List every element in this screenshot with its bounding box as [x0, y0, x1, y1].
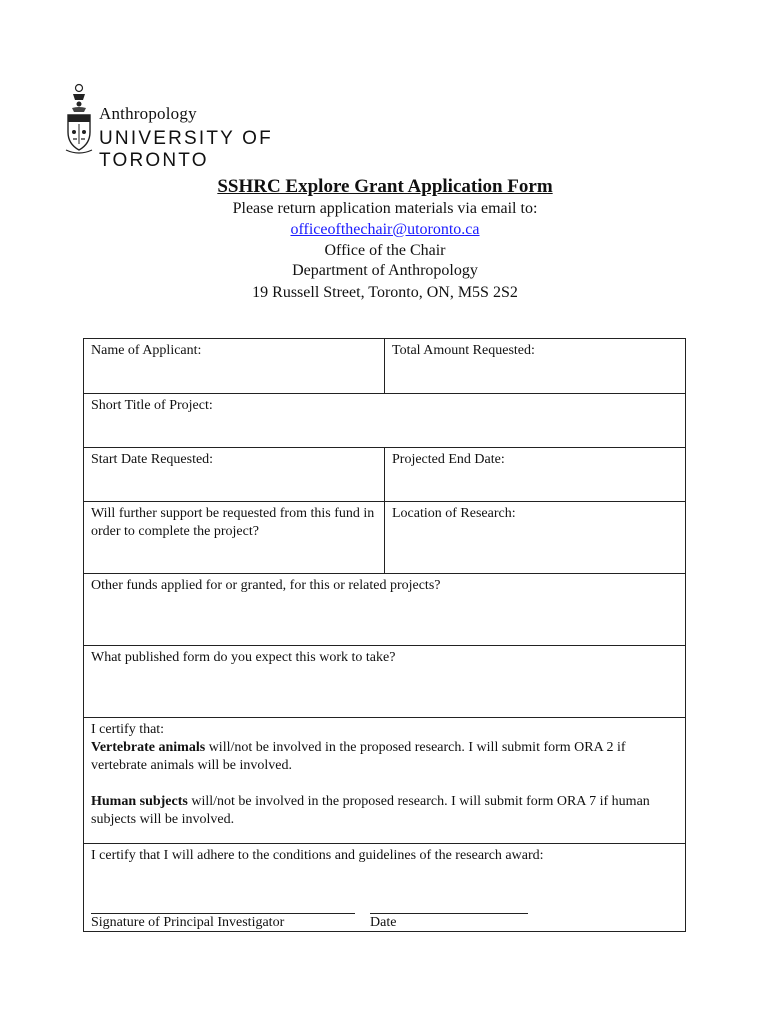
chair-email-link[interactable]: officeofthechair@utoronto.ca [290, 221, 480, 238]
date-line[interactable] [370, 913, 528, 914]
location-label: Location of Research: [392, 506, 516, 521]
row-applicant [84, 339, 685, 394]
start-date-field[interactable] [84, 448, 385, 501]
university-logo [64, 82, 384, 171]
row-support-location [84, 502, 685, 574]
applicant-name-field[interactable] [84, 339, 385, 393]
end-date-label: Projected End Date: [392, 452, 505, 467]
row-dates [84, 448, 685, 502]
vertebrate-text: will/not be involved in the proposed research. I will submit form ORA 2 if vertebrate animals will be involved. [91, 740, 626, 773]
signature-label: Signature of Principal Investigator [91, 915, 285, 930]
row-other-funds [84, 574, 685, 646]
return-instruction: Please return application materials via email to: [232, 200, 538, 217]
vertebrate-bold: Vertebrate animals [91, 740, 206, 755]
other-funds-label: Other funds applied for or granted, for this or related projects? [91, 578, 441, 593]
date-label: Date [370, 915, 397, 930]
applicant-name-label: Name of Applicant: [91, 343, 202, 358]
published-form-field[interactable] [84, 646, 685, 717]
vertebrate-statement [91, 739, 678, 775]
university-name: UNIVERSITY OF TORONTO [99, 128, 273, 171]
short-title-label: Short Title of Project: [91, 398, 213, 413]
row-short-title [84, 394, 685, 448]
row-published-form [84, 646, 685, 718]
location-field[interactable] [385, 502, 685, 573]
total-amount-field[interactable] [385, 339, 685, 393]
department-name: Anthropology [99, 104, 197, 123]
human-bold: Human subjects [91, 794, 188, 809]
total-amount-label: Total Amount Requested: [392, 343, 535, 358]
start-date-label: Start Date Requested: [91, 452, 214, 467]
signature-line[interactable] [91, 913, 355, 914]
human-text: will/not be involved in the proposed research. I will submit form ORA 7 if human subjects will be involved. [91, 794, 650, 827]
published-form-label: What published form do you expect this work to take? [91, 650, 396, 665]
address-line: 19 Russell Street, Toronto, ON, M5S 2S2 [252, 284, 518, 301]
department-line: Department of Anthropology [292, 262, 478, 279]
office-name: Office of the Chair [324, 242, 446, 259]
further-support-field[interactable] [84, 502, 385, 573]
certify-intro: I certify that: [91, 722, 165, 737]
other-funds-field[interactable] [84, 574, 685, 645]
human-statement [91, 793, 678, 829]
university-crest-icon [64, 82, 94, 156]
further-support-label: Will further support be requested from this fund in order to complete the project? [91, 506, 375, 539]
end-date-field[interactable] [385, 448, 685, 501]
form-title: SSHRC Explore Grant Application Form [217, 176, 553, 197]
application-form-table [83, 338, 686, 932]
row-certify [84, 718, 685, 844]
certify-section [84, 718, 685, 843]
short-title-field[interactable] [84, 394, 685, 447]
adhere-statement: I certify that I will adhere to the conditions and guidelines of the research award: [91, 848, 544, 863]
